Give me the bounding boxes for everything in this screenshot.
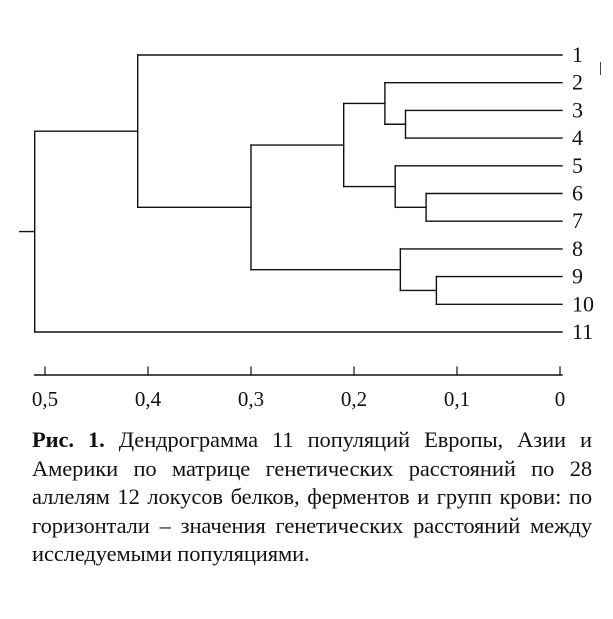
leaf-label-5: 5 xyxy=(572,152,583,178)
axis-tick-label-4: 0,1 xyxy=(443,387,471,411)
leaf-label-8: 8 xyxy=(572,235,583,261)
axis-tick-label-5: 0 xyxy=(554,387,566,411)
axis-tick-label-1: 0,4 xyxy=(134,387,162,411)
distance-axis xyxy=(32,367,565,411)
axis-tick-label-3: 0,2 xyxy=(340,387,368,411)
figure-caption xyxy=(32,426,592,569)
axis-tick-label-0: 0,5 xyxy=(31,387,59,411)
leaf-label-3: 3 xyxy=(572,97,583,123)
axis-tick-label-2: 0,3 xyxy=(237,387,265,411)
leaf-label-7: 7 xyxy=(572,208,583,234)
leaf-label-1: 1 xyxy=(572,42,583,67)
leaf-label-11: 11 xyxy=(572,319,594,344)
leaf-label-10: 10 xyxy=(572,291,594,317)
margin-mark xyxy=(600,62,601,75)
leaf-label-2: 2 xyxy=(572,69,583,95)
caption-label: Рис. 1. xyxy=(32,427,105,452)
leaf-labels xyxy=(572,42,594,344)
leaf-label-6: 6 xyxy=(572,180,583,206)
leaf-label-9: 9 xyxy=(572,263,583,289)
leaf-label-4: 4 xyxy=(572,125,583,151)
caption-text: Дендрограмма 11 популяций Европы, Азии и Америки по матрице генетических расстояний по 28 аллелям 12 локусов белков, ферментов и групп крови: по горизонтали – значения генетических расстояний между исследуемыми популяциями. xyxy=(32,427,592,566)
dendrogram-tree xyxy=(20,55,562,332)
